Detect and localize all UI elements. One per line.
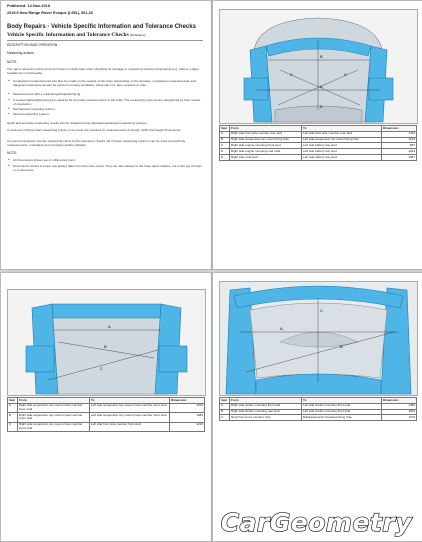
dimension-table bbox=[219, 125, 417, 161]
column-header: Dimension bbox=[382, 126, 417, 132]
table-cell: Left side suspension top mount fixing hole bbox=[302, 137, 382, 143]
svg-text:B: B bbox=[320, 54, 323, 59]
table-cell: Right side front side member rear stud bbox=[230, 131, 302, 137]
table-cell: 897 bbox=[382, 143, 417, 149]
note-label: NOTE: bbox=[7, 151, 18, 155]
document-page-2 bbox=[212, 0, 422, 270]
dimension-table bbox=[7, 397, 205, 432]
table-cell: 1076 bbox=[170, 403, 205, 412]
document-page-3 bbox=[0, 272, 212, 542]
column-header: Item bbox=[8, 398, 18, 404]
page-heading-text: Vehicle Specific Information and Tolerance Checks bbox=[7, 32, 129, 38]
table-cell: Left side suspension top mount cross member inner stud bbox=[90, 413, 170, 422]
table-cell: Left side suspension top mount cross member inner stud bbox=[90, 403, 170, 412]
svg-text:A: A bbox=[108, 324, 111, 329]
column-header: From bbox=[18, 398, 90, 404]
paragraph: A minimum of three intact measuring points on the body are required for measurements of length, width and height dimensions. bbox=[7, 128, 182, 132]
table-cell: Right side engine mounting rear stud bbox=[230, 149, 302, 155]
svg-text:B: B bbox=[340, 344, 343, 349]
svg-text:E: E bbox=[320, 104, 323, 109]
paragraph: It is recommended to use the measuring points for the tolerance checks. All of these measuring systems can be used to read body measurements, controlled via a computer and/or software. bbox=[7, 139, 186, 147]
table-cell: C bbox=[8, 422, 18, 431]
column-header: Dimension bbox=[382, 398, 417, 404]
brand-watermark: CarGeometry bbox=[220, 508, 412, 537]
column-header: From bbox=[230, 398, 302, 404]
description-label: DESCRIPTION AND OPERATION bbox=[7, 43, 58, 47]
table-cell: A bbox=[8, 403, 18, 412]
table-cell: Left side battery tray stud bbox=[302, 143, 382, 149]
svg-text:A: A bbox=[320, 84, 323, 89]
table-cell: Left side fender mounting front stud bbox=[302, 409, 382, 415]
table-cell: 1216 bbox=[170, 422, 205, 431]
column-header: To bbox=[90, 398, 170, 404]
measuring-label: Measuring actions bbox=[7, 51, 34, 55]
table-cell: Left side battery tray stud bbox=[302, 154, 382, 160]
bullet-item: ● Comparison measurements can also be made on the outside of the body. Depending on the damage, comparison measurements and diagonal measurements can be carried out using templates, telescopic rod, tape measure or ruler. bbox=[13, 79, 203, 87]
svg-text:B: B bbox=[104, 344, 107, 349]
document-page-4 bbox=[212, 272, 422, 542]
table-cell: 1384 bbox=[382, 403, 417, 409]
table-row bbox=[8, 413, 205, 422]
table-cell: Right side suspension top mount cross member inner stud bbox=[18, 422, 90, 431]
table-cell: Right side engine mounting front stud bbox=[230, 143, 302, 149]
table-cell: 1087 bbox=[382, 154, 417, 160]
bullet-item: ● All dimensions shown are in millimetres (mm). bbox=[13, 158, 203, 162]
column-header: From bbox=[230, 126, 302, 132]
column-header: Dimension bbox=[170, 398, 205, 404]
table-cell: Left side front side member rear stud bbox=[302, 131, 382, 137]
heading-tag: (Dimension) bbox=[130, 33, 146, 37]
front-structure-illustration bbox=[220, 10, 417, 123]
table-cell: Right side cowl stud bbox=[230, 154, 302, 160]
table-cell: Right side suspension top mount cross member inner stud bbox=[18, 403, 90, 412]
interior-roof-diagram bbox=[219, 281, 418, 396]
svg-text:C: C bbox=[100, 366, 103, 371]
table-row bbox=[220, 154, 417, 160]
table-cell: Right side fender mounting front stud bbox=[230, 403, 302, 409]
bullet-item: ● A measuring/straightening jig is required for accurate measurements of the body. The measuring systems are categorized by their means of orientation: bbox=[13, 98, 203, 106]
svg-text:C: C bbox=[290, 72, 293, 77]
table-cell: E bbox=[220, 154, 230, 160]
front-body-diagram bbox=[219, 9, 418, 124]
table-cell: 1504 bbox=[382, 409, 417, 415]
table-cell: 1083 bbox=[170, 413, 205, 422]
table-cell: D bbox=[220, 149, 230, 155]
table-cell: Left side front side member front stud bbox=[90, 422, 170, 431]
table-cell: B bbox=[220, 409, 230, 415]
table-cell: Left side battery tray stud bbox=[302, 149, 382, 155]
table-cell: 1024 bbox=[382, 149, 417, 155]
table-cell: Right side suspension top mount fixing hole bbox=[230, 137, 302, 143]
column-header: To bbox=[302, 398, 382, 404]
table-row bbox=[220, 415, 417, 421]
paragraph: Quick and accurate measuring results can be obtained using optical/computerised measuring systems. bbox=[7, 121, 148, 125]
bullet-item: ● Dimensions shown to holes, are always taken from the hole centre. They are also always to the body panel surface, not to the top of holes or components. bbox=[13, 164, 203, 172]
section-title: Body Repairs - Vehicle Specific Information and Tolerance Checks bbox=[7, 24, 196, 30]
bullet-item: ● Measurements with a measuring/straightening jig. bbox=[13, 92, 203, 96]
note-label: NOTE: bbox=[7, 60, 18, 64]
page-heading bbox=[7, 32, 145, 38]
column-header: Item bbox=[220, 398, 230, 404]
divider bbox=[7, 40, 203, 41]
table-row bbox=[8, 403, 205, 412]
column-header: Item bbox=[220, 126, 230, 132]
front-structure-illustration bbox=[8, 290, 205, 395]
table-cell: 1154 bbox=[382, 137, 417, 143]
note-text: The same reference points must be chosen on both sides when checking for damage or measuring vehicles dimensions (e.g. frames, edges, headlamps or bolt heads). bbox=[7, 67, 200, 75]
table-row bbox=[8, 422, 205, 431]
table-cell: A bbox=[220, 131, 230, 137]
table-cell: Right side fender mounting rear stud bbox=[230, 409, 302, 415]
table-cell: Left side fender mounting front stud bbox=[302, 403, 382, 409]
svg-text:C: C bbox=[320, 308, 323, 313]
document-page-1 bbox=[0, 0, 212, 270]
published-date: Published: 14-Nov-2018 bbox=[7, 4, 50, 8]
table-cell: C bbox=[220, 415, 230, 421]
vehicle-model: 2019.5 New Range Rover Evoque (L551), 501-26 bbox=[7, 11, 93, 15]
bullet-item: ● Mechanical measuring system. bbox=[13, 107, 203, 111]
table-cell: 1420 bbox=[382, 131, 417, 137]
suspension-mount-diagram bbox=[7, 289, 206, 396]
bullet-item: ● Optical measuring system. bbox=[13, 112, 203, 116]
table-cell: Right side suspension top mount cross member inner stud bbox=[18, 413, 90, 422]
table-cell: B bbox=[220, 137, 230, 143]
dimension-table bbox=[219, 397, 417, 421]
table-cell: B bbox=[8, 413, 18, 422]
svg-text:A: A bbox=[280, 326, 283, 331]
column-header: To bbox=[302, 126, 382, 132]
cabin-structure-illustration bbox=[220, 282, 417, 395]
svg-text:D: D bbox=[344, 72, 347, 77]
table-cell: C bbox=[220, 143, 230, 149]
table-cell: Bulkhead center threaded fixing hole bbox=[302, 415, 382, 421]
table-cell: A bbox=[220, 403, 230, 409]
table-cell: 1279 bbox=[382, 415, 417, 421]
table-cell: Roof front cross member hole bbox=[230, 415, 302, 421]
